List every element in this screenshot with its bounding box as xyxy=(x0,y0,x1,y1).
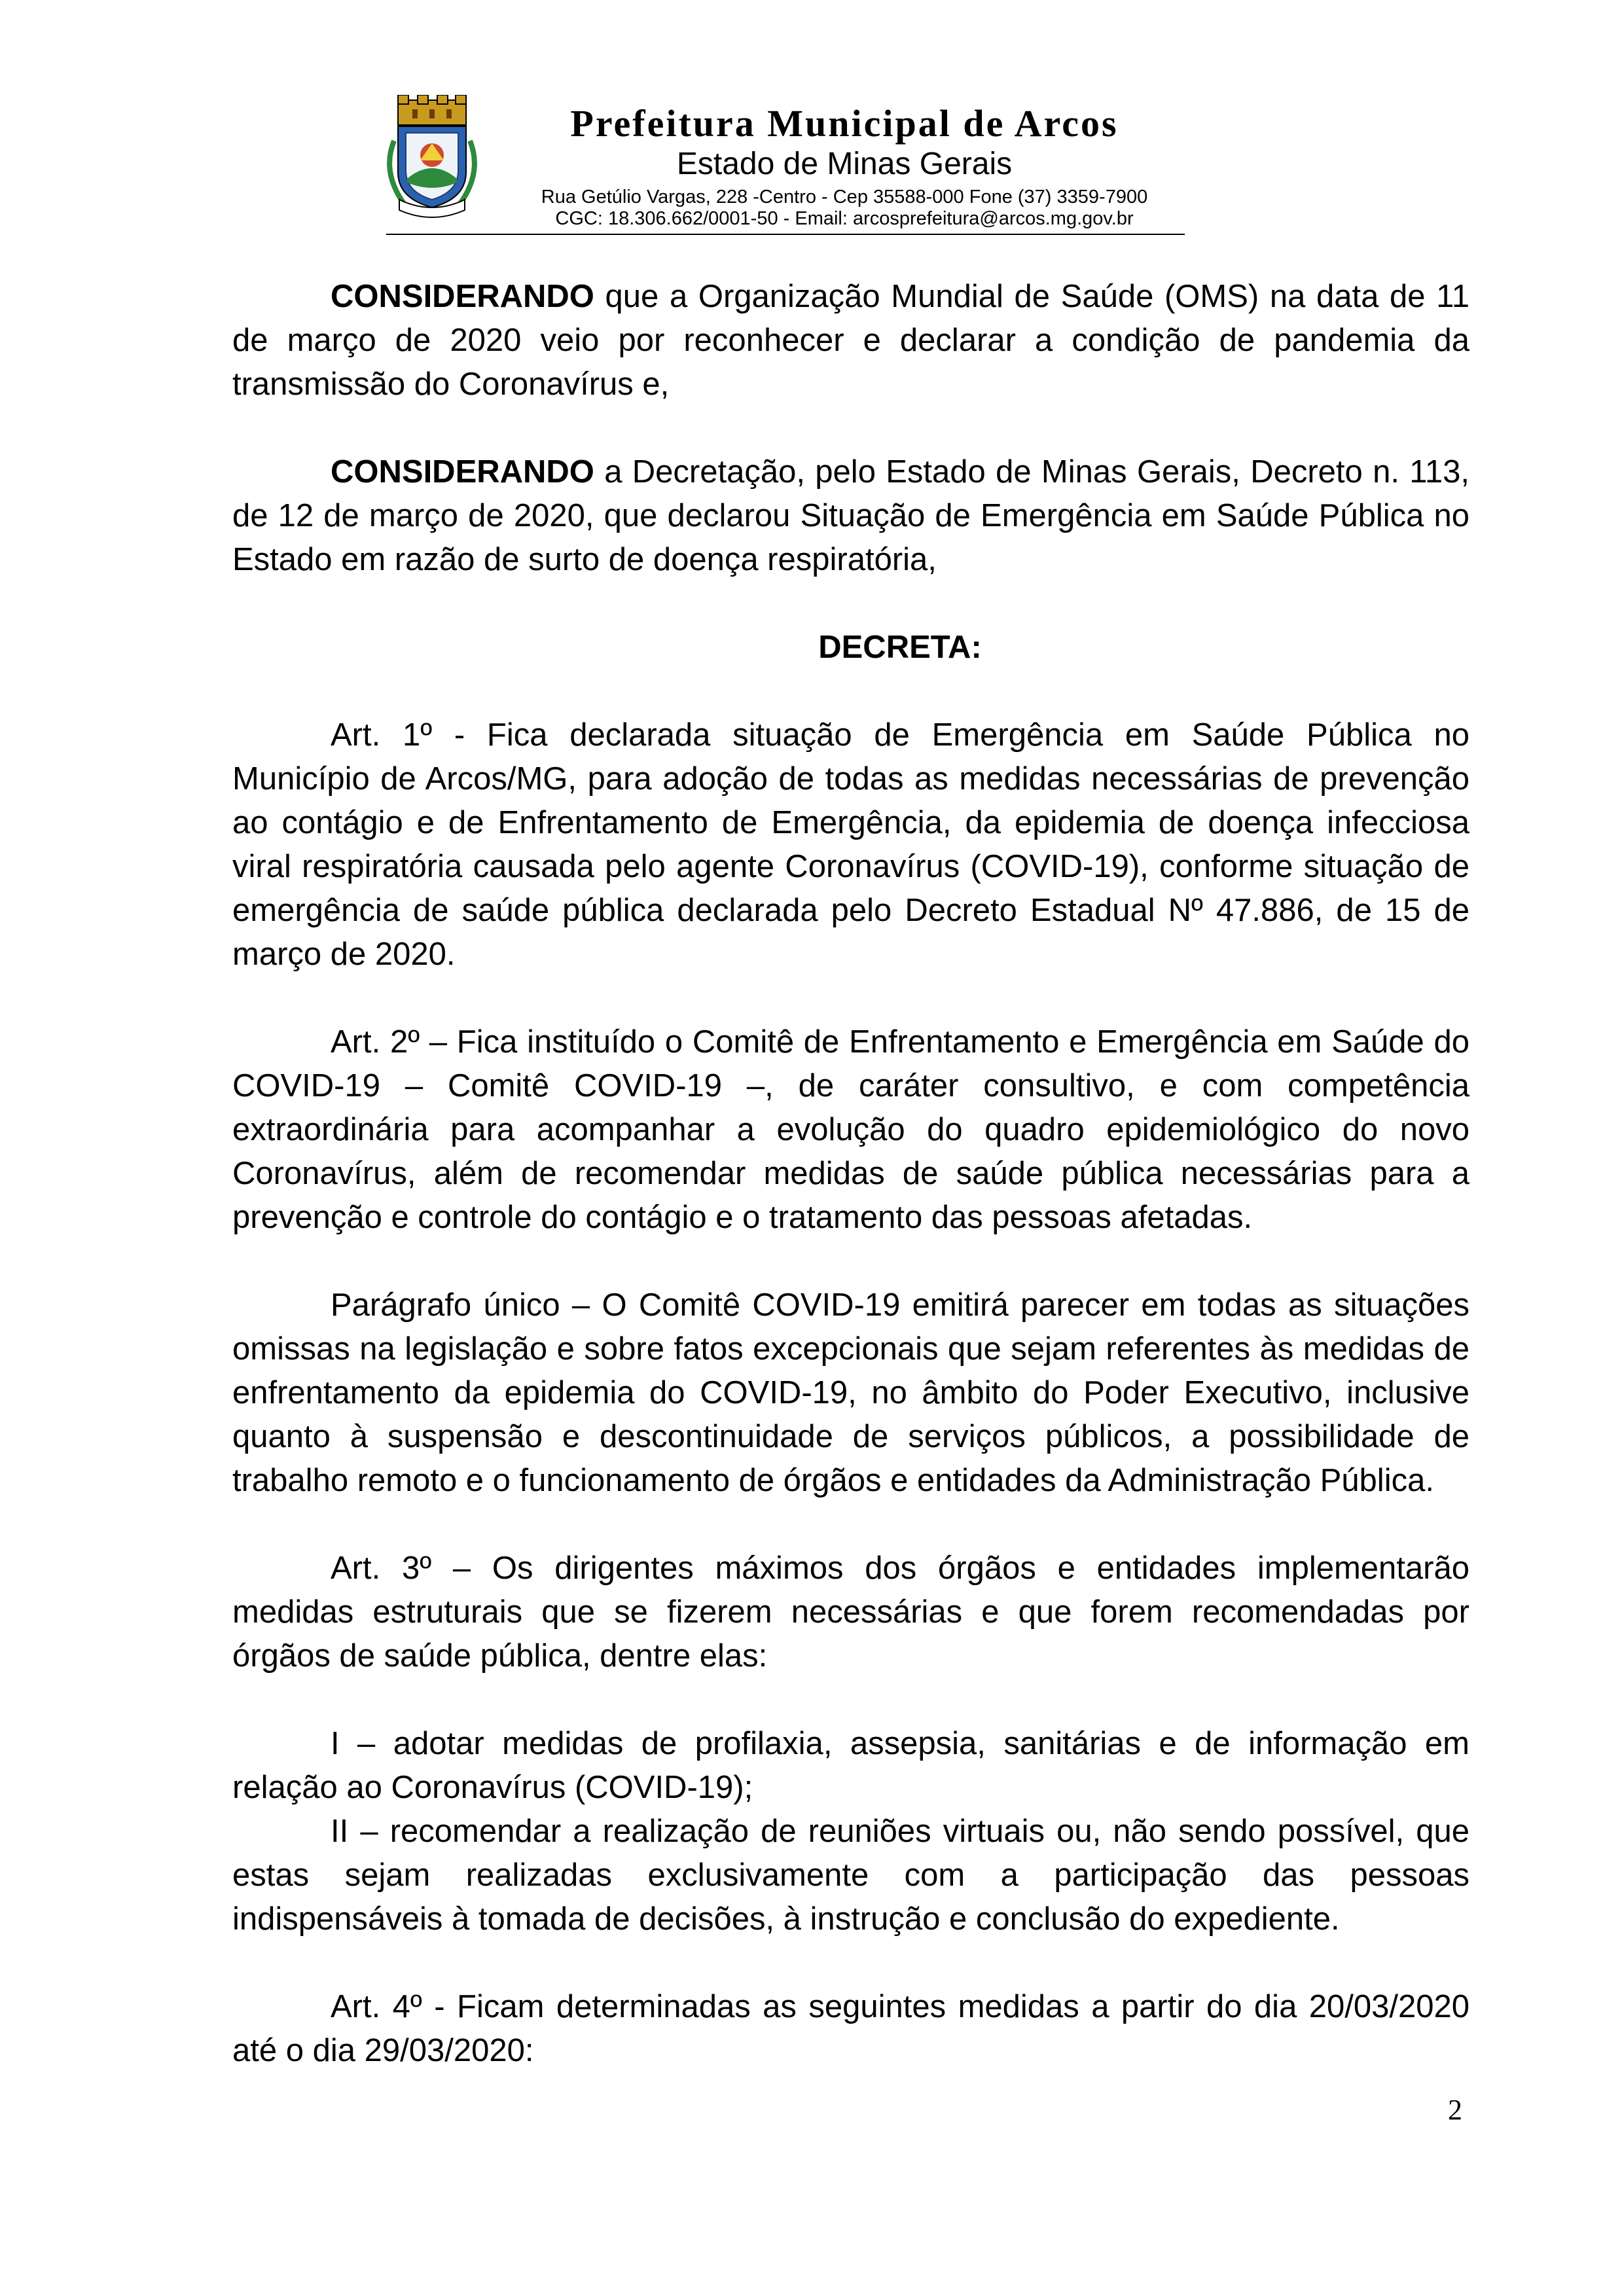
considerando-label: CONSIDERANDO xyxy=(331,279,594,314)
letterhead xyxy=(380,95,1185,236)
article-3-item-i: I – adotar medidas de profilaxia, assepsia, sanitárias e de informação em relação ao Coronavírus (COVID-19); xyxy=(232,1726,1469,1805)
paragrafo-unico: Parágrafo único – O Comitê COVID-19 emitirá parecer em todas as situações omissas na legislação e sobre fatos excepcionais que sejam referentes às medidas de enfrentamento da epidemia do COVID-19, no âmbito do Poder Executivo, inclusive quanto à suspensão e descontinuidade de serviços públicos, a possibilidade de trabalho remoto e o funcionamento de órgãos e entidades da Administração Pública. xyxy=(232,1287,1469,1498)
considerando-label: CONSIDERANDO xyxy=(331,454,594,490)
article-2: Art. 2º – Fica instituído o Comitê de Enfrentamento e Emergência em Saúde do COVID-19 – Comitê COVID-19 –, de caráter consultivo, e com competência extraordinária para acompanhar a evolução do quadro epidemiológico do novo Coronavírus, além de recomendar medidas de saúde pública necessárias para a prevenção e controle do contágio e o tratamento das pessoas afetadas. xyxy=(232,1024,1469,1235)
letterhead-divider xyxy=(386,234,1185,235)
municipality-title: Prefeitura Municipal de Arcos xyxy=(570,102,1119,145)
article-3: Art. 3º – Os dirigentes máximos dos órgãos e entidades implementarão medidas estruturais que se fizerem necessárias e que forem recomendadas por órgãos de saúde pública, dentre elas: xyxy=(232,1551,1469,1674)
considerando-oms-text: que a Organização Mundial de Saúde (OMS) na data de 11 de março de 2020 veio por reconhecer e declarar a condição de pandemia da transmissão do Coronavírus e, xyxy=(232,279,1469,402)
considerando-decree-paragraph xyxy=(232,450,1469,582)
article-3-item-ii: II – recomendar a realização de reuniões virtuais ou, não sendo possível, que estas sejam realizadas exclusivamente com a participação das pessoas indispensáveis à tomada de decisões, à instrução e conclusão do expediente. xyxy=(232,1814,1469,1937)
decreta-heading: DECRETA: xyxy=(818,630,982,665)
considerando-oms-paragraph xyxy=(232,275,1469,406)
considerando-decree-text: a Decretação, pelo Estado de Minas Gerais, Decreto n. 113, de 12 de março de 2020, que declarou Situação de Emergência em Saúde Pública no Estado em razão de surto de doença respiratória, xyxy=(232,454,1469,577)
page-number: 2 xyxy=(1448,2094,1462,2126)
document-body xyxy=(232,275,1469,2117)
article-4: Art. 4º - Ficam determinadas as seguintes medidas a partir do dia 20/03/2020 até o dia 29/03/2020: xyxy=(232,1989,1469,2068)
state-subtitle: Estado de Minas Gerais xyxy=(676,147,1013,181)
address-line: Rua Getúlio Vargas, 228 -Centro - Cep 35588-000 Fone (37) 3359-7900 xyxy=(541,187,1148,207)
municipal-crest-icon xyxy=(380,95,484,219)
article-1: Art. 1º - Fica declarada situação de Emergência em Saúde Pública no Município de Arcos/MG, para adoção de todas as medidas necessárias de prevenção ao contágio e de Enfrentamento de Emergência, da epidemia de doença infecciosa viral respiratória causada pelo agente Coronavírus (COVID-19), conforme situação de emergência de saúde pública declarada pelo Decreto Estadual Nº 47.886, de 15 de março de 2020. xyxy=(232,717,1469,972)
cgc-email-line: CGC: 18.306.662/0001-50 - Email: arcosprefeitura@arcos.mg.gov.br xyxy=(555,208,1134,229)
